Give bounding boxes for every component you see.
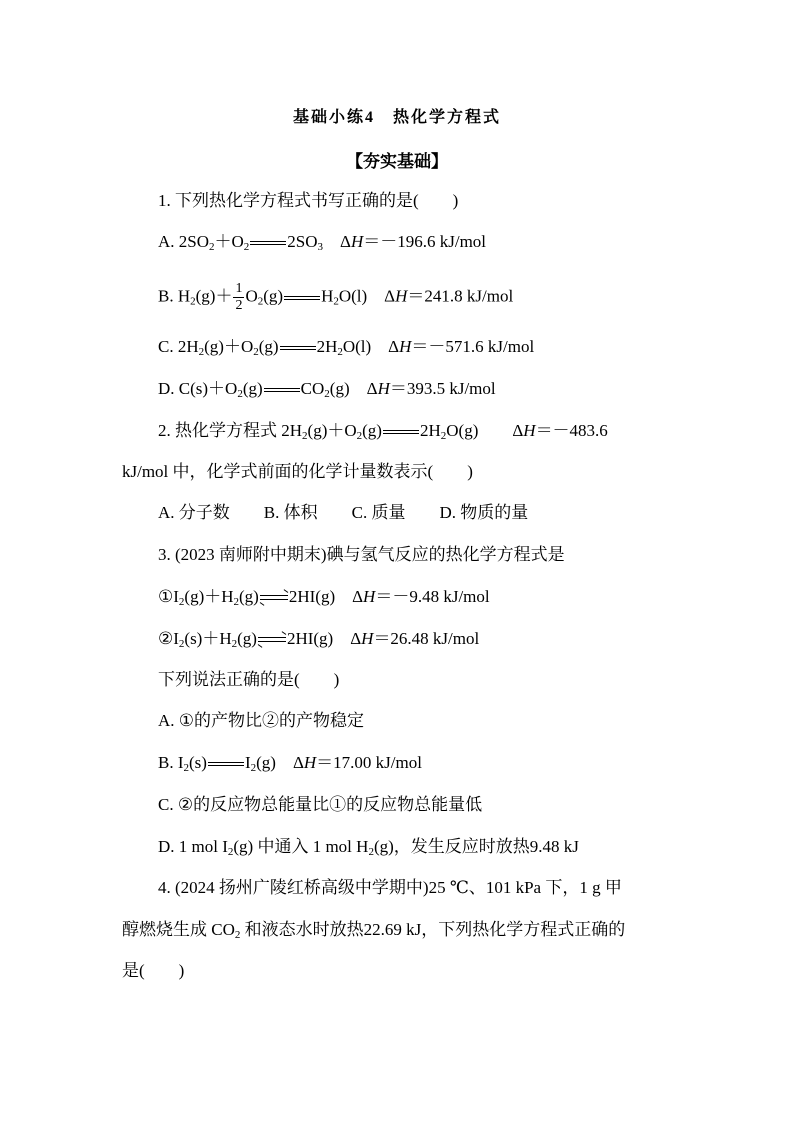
q3-stem: 3. (2023 南师附中期末)碘与氢气反应的热化学方程式是 xyxy=(158,545,565,564)
fraction-one-half: $\frac{1}{2}$ xyxy=(235,281,243,313)
q3-option-b: B. $I_2(s)$ $I_2(g)$ ΔH＝17.00 kJ/mol xyxy=(158,753,422,774)
q4-line1: 4. (2024 扬州广陵红桥高级中学期中)25 ℃、101 kPa 下，1 g 甲 xyxy=(158,878,622,897)
section-heading: 【夯实基础】 xyxy=(346,152,448,171)
q1-option-d: D. $C(s)+O_2(g)$ $CO_2(g)$ ΔH＝393.5 kJ/mol xyxy=(158,379,496,400)
q2-line1: 2. 热化学方程式 $2H_2(g)+O_2(g)$ $2H_2O(g)$ ΔH＝－483.6 xyxy=(158,421,608,442)
q2-options: A. 分子数 B. 体积 C. 质量 D. 物质的量 xyxy=(158,503,529,522)
q4-line2: 醇燃烧生成 $CO_2$ 和液态水时放热22.69 kJ，下列热化学方程式正确的 xyxy=(122,920,626,941)
q3-option-a: A. ①的产物比②的产物稳定 xyxy=(158,711,365,730)
q3-ask: 下列说法正确的是( ) xyxy=(158,670,340,689)
page-title: 基础小练4 热化学方程式 xyxy=(292,109,501,126)
q4-line3: 是( ) xyxy=(122,961,185,980)
q1-option-c: C. $2H_2(g)+O_2(g)$ $2H_2O(l)$ ΔH＝－571.6 kJ/mol xyxy=(158,337,535,358)
q1-option-a: A. $2SO_2+O_2$ $2SO_3$ ΔH＝－196.6 kJ/mol xyxy=(158,232,487,253)
q3-equation-2: $②I_2(s)+H_2(g)$ 2HI(g) ΔH＝26.48 kJ/mol xyxy=(158,629,480,650)
q3-option-c: C. ②的反应物总能量比①的反应物总能量低 xyxy=(158,795,483,814)
q3-option-d: D. 1 mol $I_2(g)$ 中通入 1 mol $H_2(g)$，发生反应时放热9.48 kJ xyxy=(158,837,579,858)
q1-option-b: B. $H_2(g)+$ $\frac{1}{2}$ $O_2(g)$ $H_2O(l)$ ΔH＝241.8 kJ/mol xyxy=(158,281,514,313)
q3-equation-1: $①I_2(g)+H_2(g)$ 2HI(g) ΔH＝－9.48 kJ/mol xyxy=(158,587,490,608)
q1-stem: 1. 下列热化学方程式书写正确的是( ) xyxy=(158,191,459,210)
q2-line2: kJ/mol 中，化学式前面的化学计量数表示( ) xyxy=(122,462,473,481)
